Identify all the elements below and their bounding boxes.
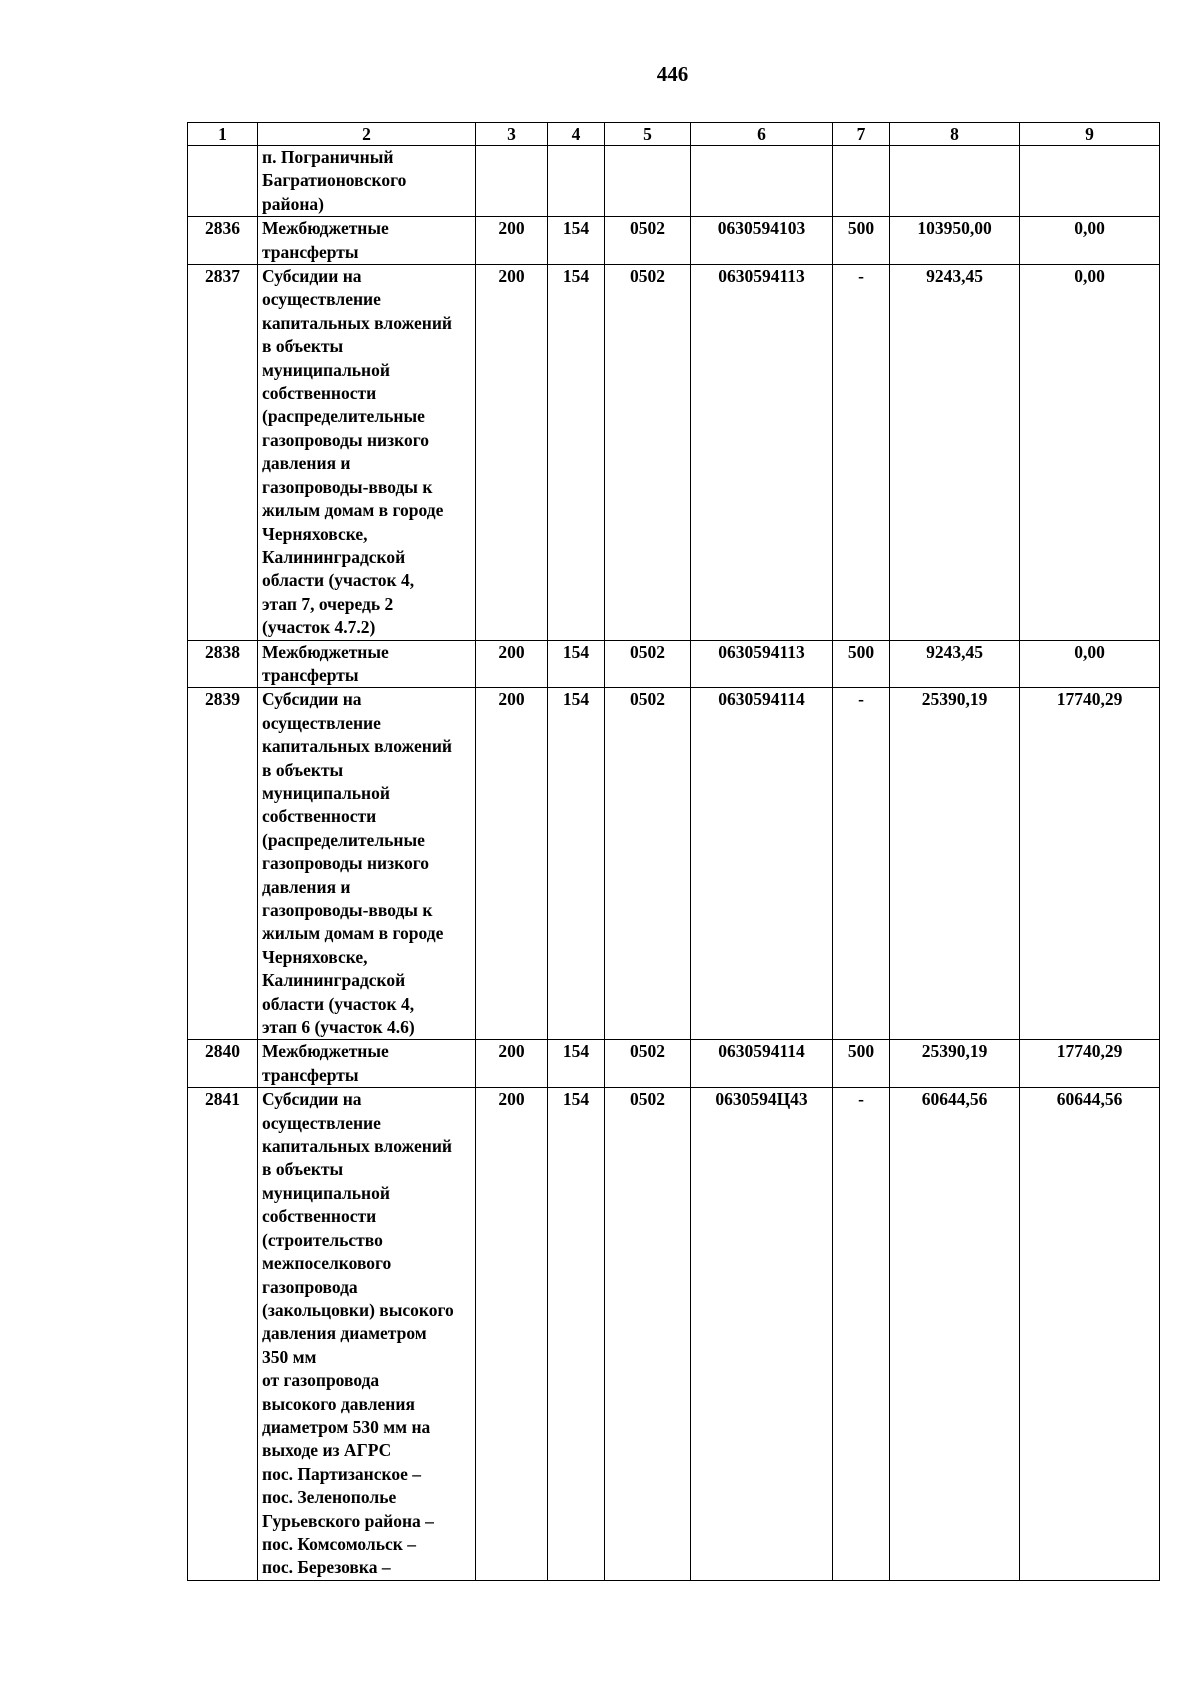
amount-cell-col9: 60644,56 xyxy=(1020,1088,1160,1581)
table-row xyxy=(188,1088,1160,1581)
column-header: 4 xyxy=(548,123,605,146)
code-cell-col5: 0502 xyxy=(605,217,691,265)
amount-cell-col8: 60644,56 xyxy=(890,1088,1020,1581)
description-line: Межбюджетные xyxy=(262,1041,389,1062)
target-article-cell: 0630594114 xyxy=(691,688,833,1040)
table-body xyxy=(188,146,1160,1581)
column-header: 6 xyxy=(691,123,833,146)
description-line: давления и xyxy=(262,453,351,474)
description-cell xyxy=(258,688,476,1040)
target-article-cell: 0630594Ц43 xyxy=(691,1088,833,1581)
description-line: межпоселкового xyxy=(262,1253,392,1274)
description-line: Гурьевского района – xyxy=(262,1510,434,1531)
description-line: Калининградской xyxy=(262,546,406,567)
description-line: Черняховске, xyxy=(262,946,368,967)
code-cell-col3: 200 xyxy=(476,1040,548,1088)
row-number-cell xyxy=(188,146,258,217)
description-line: капитальных вложений xyxy=(262,312,452,333)
description-line: Межбюджетные xyxy=(262,641,389,662)
description-line: (строительство xyxy=(262,1229,383,1250)
description-line: осуществление xyxy=(262,289,381,310)
description-cell xyxy=(258,640,476,688)
description-line: Багратионовского xyxy=(262,170,407,191)
expense-type-cell: - xyxy=(833,265,890,641)
expense-type-cell xyxy=(833,146,890,217)
column-header: 5 xyxy=(605,123,691,146)
code-cell-col4: 154 xyxy=(548,217,605,265)
budget-table xyxy=(187,122,1160,1581)
description-line: жилым домам в городе xyxy=(262,500,444,521)
page-number: 446 xyxy=(656,62,689,86)
description-line: Черняховске, xyxy=(262,523,368,544)
code-cell-col5: 0502 xyxy=(605,640,691,688)
description-line: трансферты xyxy=(262,1064,359,1085)
description-line: газопровода xyxy=(262,1276,358,1297)
description-line: Субсидии на xyxy=(262,266,362,287)
description-line: осуществление xyxy=(262,712,381,733)
description-cell xyxy=(258,1040,476,1088)
amount-cell-col9: 17740,29 xyxy=(1020,1040,1160,1088)
target-article-cell: 0630594113 xyxy=(691,640,833,688)
code-cell-col5: 0502 xyxy=(605,1088,691,1581)
amount-cell-col9: 0,00 xyxy=(1020,265,1160,641)
row-number-cell: 2837 xyxy=(188,265,258,641)
table-row xyxy=(188,265,1160,641)
expense-type-cell: - xyxy=(833,1088,890,1581)
description-line: Межбюджетные xyxy=(262,218,389,239)
description-line: осуществление xyxy=(262,1112,381,1133)
target-article-cell: 0630594114 xyxy=(691,1040,833,1088)
description-line: района) xyxy=(262,193,324,214)
amount-cell-col8: 103950,00 xyxy=(890,217,1020,265)
column-header: 8 xyxy=(890,123,1020,146)
description-line: (распределительные xyxy=(262,829,425,850)
column-header: 7 xyxy=(833,123,890,146)
code-cell-col3: 200 xyxy=(476,1088,548,1581)
row-number-cell: 2841 xyxy=(188,1088,258,1581)
table-row xyxy=(188,217,1160,265)
amount-cell-col8: 9243,45 xyxy=(890,265,1020,641)
description-line: жилым домам в городе xyxy=(262,923,444,944)
description-line: собственности xyxy=(262,1206,377,1227)
description-line: Калининградской xyxy=(262,970,406,991)
description-line: газопроводы низкого xyxy=(262,853,430,874)
amount-cell-col8: 25390,19 xyxy=(890,1040,1020,1088)
expense-type-cell: 500 xyxy=(833,640,890,688)
row-number-cell: 2836 xyxy=(188,217,258,265)
description-line: пос. Партизанское – xyxy=(262,1463,422,1484)
description-line: трансферты xyxy=(262,241,359,262)
row-number-cell: 2839 xyxy=(188,688,258,1040)
description-line: области (участок 4, xyxy=(262,570,415,591)
description-line: муниципальной xyxy=(262,359,390,380)
row-number-cell: 2840 xyxy=(188,1040,258,1088)
description-line: газопроводы низкого xyxy=(262,429,430,450)
description-line: муниципальной xyxy=(262,782,390,803)
column-header: 9 xyxy=(1020,123,1160,146)
description-line: выходе из АГРС xyxy=(262,1440,392,1461)
description-line: 350 мм xyxy=(262,1346,317,1367)
expense-type-cell: 500 xyxy=(833,217,890,265)
header-row xyxy=(188,123,1160,146)
description-line: давления диаметром xyxy=(262,1323,427,1344)
expense-type-cell: - xyxy=(833,688,890,1040)
code-cell-col3: 200 xyxy=(476,217,548,265)
code-cell-col5: 0502 xyxy=(605,1040,691,1088)
description-line: в объекты xyxy=(262,1159,344,1180)
description-line: Субсидии на xyxy=(262,689,362,710)
code-cell-col3: 200 xyxy=(476,265,548,641)
table-row xyxy=(188,1040,1160,1088)
description-cell xyxy=(258,146,476,217)
description-line: газопроводы-вводы к xyxy=(262,900,433,920)
table-row xyxy=(188,146,1160,217)
target-article-cell xyxy=(691,146,833,217)
column-header: 3 xyxy=(476,123,548,146)
description-line: в объекты xyxy=(262,336,344,357)
code-cell-col3: 200 xyxy=(476,688,548,1040)
description-line: собственности xyxy=(262,806,377,827)
description-line: капитальных вложений xyxy=(262,1136,452,1157)
description-line: пос. Комсомольск – xyxy=(262,1533,416,1554)
table-row xyxy=(188,688,1160,1040)
amount-cell-col9: 17740,29 xyxy=(1020,688,1160,1040)
amount-cell-col8 xyxy=(890,146,1020,217)
amount-cell-col9: 0,00 xyxy=(1020,217,1160,265)
code-cell-col4: 154 xyxy=(548,640,605,688)
description-line: диаметром 530 мм на xyxy=(262,1416,431,1437)
description-line: в объекты xyxy=(262,759,344,780)
description-line: высокого давления xyxy=(262,1393,415,1414)
description-line: муниципальной xyxy=(262,1182,390,1203)
code-cell-col4 xyxy=(548,146,605,217)
code-cell-col3 xyxy=(476,146,548,217)
description-line: пос. Березовка – xyxy=(262,1557,391,1578)
description-line: капитальных вложений xyxy=(262,736,452,757)
description-line: этап 6 (участок 4.6) xyxy=(262,1017,415,1038)
column-header: 2 xyxy=(258,123,476,146)
description-line: пос. Зеленополье xyxy=(262,1487,397,1508)
description-line: этап 7, очередь 2 xyxy=(262,593,394,614)
target-article-cell: 0630594103 xyxy=(691,217,833,265)
code-cell-col5: 0502 xyxy=(605,688,691,1040)
description-line: трансферты xyxy=(262,664,359,685)
table-row xyxy=(188,640,1160,688)
description-cell xyxy=(258,217,476,265)
row-number-cell: 2838 xyxy=(188,640,258,688)
description-cell xyxy=(258,1088,476,1581)
amount-cell-col8: 9243,45 xyxy=(890,640,1020,688)
description-line: газопроводы-вводы к xyxy=(262,476,433,497)
code-cell-col4: 154 xyxy=(548,265,605,641)
target-article-cell: 0630594113 xyxy=(691,265,833,641)
code-cell-col4: 154 xyxy=(548,688,605,1040)
description-line: собственности xyxy=(262,383,377,404)
description-line: давления и xyxy=(262,876,351,897)
description-line: (распределительные xyxy=(262,406,425,427)
amount-cell-col9: 0,00 xyxy=(1020,640,1160,688)
code-cell-col5: 0502 xyxy=(605,265,691,641)
description-line: (участок 4.7.2) xyxy=(262,617,376,638)
description-cell xyxy=(258,265,476,641)
amount-cell-col8: 25390,19 xyxy=(890,688,1020,1040)
description-line: области (участок 4, xyxy=(262,993,415,1014)
column-header: 1 xyxy=(188,123,258,146)
amount-cell-col9 xyxy=(1020,146,1160,217)
description-line: (закольцовки) высокого xyxy=(262,1299,454,1320)
code-cell-col4: 154 xyxy=(548,1088,605,1581)
expense-type-cell: 500 xyxy=(833,1040,890,1088)
code-cell-col5 xyxy=(605,146,691,217)
description-line: от газопровода xyxy=(262,1370,380,1391)
description-line: п. Пограничный xyxy=(262,147,394,167)
code-cell-col3: 200 xyxy=(476,640,548,688)
code-cell-col4: 154 xyxy=(548,1040,605,1088)
description-line: Субсидии на xyxy=(262,1089,362,1110)
